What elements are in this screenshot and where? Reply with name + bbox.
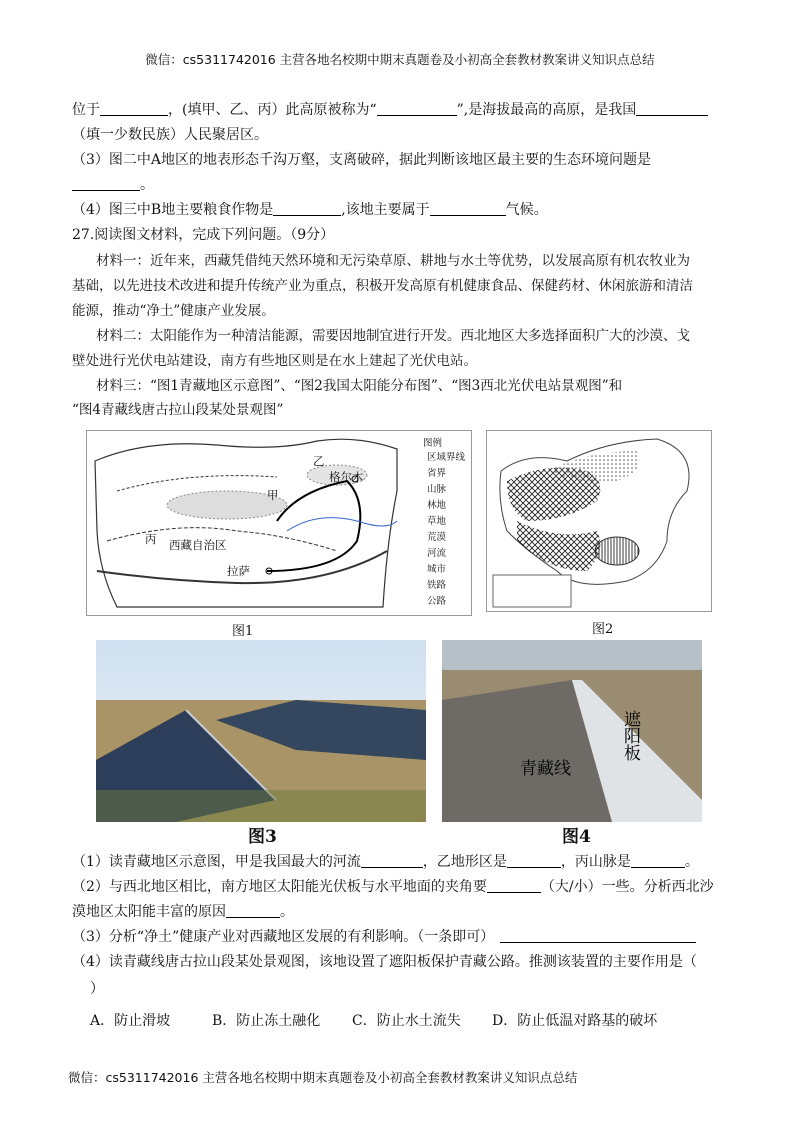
figure4-caption: 图4: [562, 827, 591, 847]
q27-3: （3）分析“净土”健康产业对西藏地区发展的有利影响。（一条即可）: [72, 926, 696, 946]
legend-item: 城市: [427, 564, 447, 575]
legend-item: 荒漠: [427, 532, 447, 543]
figure1-map: [86, 430, 472, 616]
legend-title: 图例: [423, 438, 443, 449]
option-d: D．防止低温对路基的破坏: [492, 1013, 658, 1029]
material1-line3: 能源，推动“净土”健康产业发展。: [72, 303, 275, 319]
legend-item: 铁路: [427, 580, 447, 591]
figure3-caption: 图3: [248, 827, 277, 847]
material2-line1: 材料二：太阳能作为一种清洁能源，需要因地制宜进行开发。西北地区大多选择面积广大的沙漠、戈: [96, 328, 690, 344]
solar-panels-photo: [96, 640, 426, 822]
label-lhasa: 拉萨: [227, 564, 250, 578]
q27-1: （1）读青藏地区示意图，甲是我国最大的河流 ，乙地形区是 ，丙山脉是 。: [72, 854, 699, 870]
figure2-map: [486, 430, 712, 612]
qinghai-tibet-map: [87, 431, 471, 615]
figure4-photo: [442, 640, 702, 822]
q26-3: （3）图二中A地区的地表形态千沟万壑，支离破碎，据此判断该地区最主要的生态环境问题是: [72, 152, 652, 168]
figure2-caption: 图2: [592, 622, 614, 637]
label-jia: 甲: [267, 488, 279, 502]
q26-line1: 位于 ，(填甲、乙、丙）此高原被称为“ ”,是海拔最高的高原，是我国: [72, 99, 708, 119]
page-footer: 微信：cs5311742016 主营各地名校期中期末真题卷及小初高全套教材教案讲义知识点总结: [68, 1070, 578, 1085]
legend-item: 区域界线: [427, 452, 466, 463]
label-tibet: 西藏自治区: [169, 538, 227, 552]
material1-line2: 基础，以先进技术改进和提升传统产业为重点，积极开发高原有机健康食品、保健药材、休闲旅游和清洁: [72, 278, 693, 294]
label-bing: 丙: [145, 532, 157, 546]
q27-4-close: ）: [90, 981, 104, 997]
figure1-caption: 图1: [232, 624, 254, 639]
option-c: C．防止水土流失: [352, 1013, 461, 1029]
qinghai-tibet-road-photo: [442, 640, 702, 822]
q27-2: （2）与西北地区相比，南方地区太阳能光伏板与水平地面的夹角要 （大/小）一些。分析西北沙: [72, 879, 714, 895]
q26-4: （4）图三中B地主要粮食作物是 ,该地主要属于 气候。: [72, 202, 548, 218]
option-b: B．防止冻土融化: [212, 1013, 321, 1029]
q26-3-answer: 。: [72, 174, 154, 194]
page-header: 微信：cs5311742016 主营各地名校期中期末真题卷及小初高全套教材教案讲义知识点总结: [145, 52, 655, 67]
material2-line2: 壁处进行光伏电站建设，南方有些地区则是在水上建起了光伏电站。: [72, 353, 477, 369]
legend-item: 河流: [427, 548, 447, 559]
legend-item: 山脉: [427, 484, 447, 495]
q27-4: （4）读青藏线唐古拉山段某处景观图，该地设置了遮阳板保护青藏公路。推测该装置的主要作用是（: [72, 954, 697, 970]
material3-line1: 材料三：“图1青藏地区示意图”、“图2我国太阳能分布图”、“图3西北光伏电站景观图”和: [96, 378, 623, 394]
legend-item: 林地: [427, 500, 447, 511]
q27-2b: 漠地区太阳能丰富的原因 。: [72, 904, 294, 920]
label-sunshade: 遮阳板: [620, 710, 640, 761]
figure3-photo: [96, 640, 426, 822]
label-yi: 乙: [313, 454, 325, 468]
label-golmud: 格尔木: [329, 470, 364, 484]
q27-title: 27.阅读图文材料，完成下列问题。（9分）: [72, 227, 335, 243]
china-solar-map: [487, 431, 711, 611]
legend-item: 草地: [427, 516, 447, 527]
label-qingzang-line: 青藏线: [520, 759, 571, 779]
q26-line2: （填一少数民族）人民聚居区。: [72, 127, 268, 143]
legend-item: 省界: [427, 468, 447, 479]
material3-line2: “图4青藏线唐古拉山段某处景观图”: [72, 402, 284, 418]
material1-line1: 材料一：近年来，西藏凭借纯天然环境和无污染草原、耕地与水土等优势，以发展高原有机农牧业为: [96, 253, 690, 269]
option-a: A．防止滑坡: [90, 1013, 171, 1029]
legend-item: 公路: [427, 596, 447, 607]
